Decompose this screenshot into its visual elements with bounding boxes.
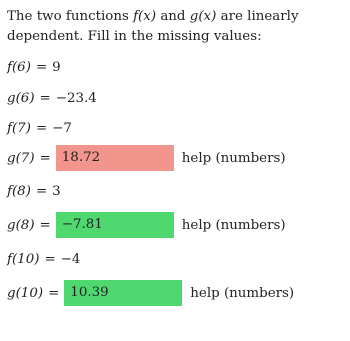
answer-input-g7[interactable]: 18.72 — [56, 145, 174, 171]
equals-sign: = — [35, 59, 48, 75]
help-link[interactable]: help (numbers) — [190, 285, 295, 301]
row-g7 — [7, 145, 286, 171]
equals-sign: = — [39, 217, 51, 233]
row-label: g(7) — [7, 150, 35, 166]
row-g8 — [7, 212, 286, 238]
f-function-label: f(x) — [133, 9, 157, 24]
row-label: f(10) — [7, 251, 40, 267]
row-label: g(6) — [7, 90, 35, 106]
row-value: −23.4 — [55, 90, 97, 106]
problem-statement — [7, 7, 347, 47]
help-link[interactable]: help (numbers) — [181, 150, 286, 166]
row-g6 — [7, 85, 97, 111]
row-label: f(8) — [7, 183, 31, 199]
row-f6 — [7, 54, 61, 80]
row-f7 — [7, 115, 72, 141]
equals-sign: = — [39, 150, 51, 166]
row-label: f(7) — [7, 120, 31, 136]
row-value: −4 — [60, 251, 81, 267]
answer-input-g8[interactable]: −7.81 — [56, 212, 174, 238]
intro-and: and — [156, 9, 190, 24]
row-g10 — [7, 280, 294, 306]
row-value: −7 — [52, 120, 72, 136]
row-value: 9 — [52, 59, 61, 75]
row-f8 — [7, 178, 61, 204]
row-f10 — [7, 246, 80, 272]
equals-sign: = — [44, 251, 56, 267]
equals-sign: = — [39, 90, 51, 106]
intro-before: The two functions — [7, 9, 134, 24]
equals-sign: = — [35, 183, 48, 199]
answer-input-g10[interactable]: 10.39 — [64, 280, 182, 306]
equals-sign: = — [35, 120, 48, 136]
row-label: g(10) — [7, 285, 44, 301]
row-label: f(6) — [7, 59, 31, 75]
row-label: g(8) — [7, 217, 35, 233]
g-function-label: g(x) — [189, 9, 217, 24]
row-value: 3 — [52, 183, 61, 199]
help-link[interactable]: help (numbers) — [181, 217, 286, 233]
intro-after: are linearly dependent. Fill in the missing values: — [7, 9, 299, 44]
equals-sign: = — [48, 285, 60, 301]
